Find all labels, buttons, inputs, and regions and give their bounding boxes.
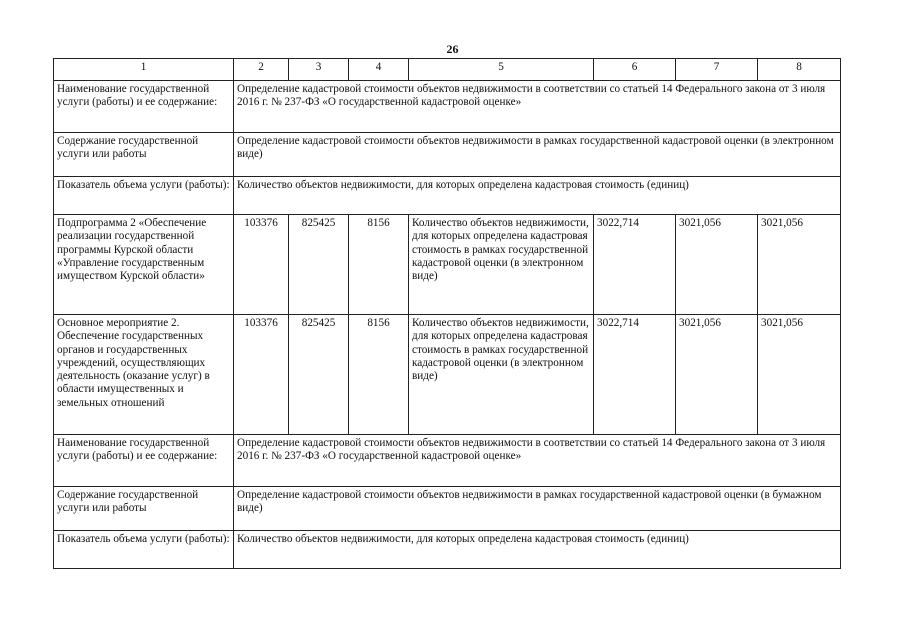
cell-col8: 3021,056	[758, 215, 841, 315]
column-header-7: 7	[676, 59, 758, 81]
table-row	[54, 315, 841, 435]
row-name: Основное мероприятие 2. Обеспечение государственных органов и государственных учреждений, осуществляющих деятельность (оказание услуг) в области имущественных и земельных отношений	[54, 315, 234, 435]
column-header-1: 1	[54, 59, 234, 81]
service-name-label: Наименование государственной услуги (работы) и ее содержание:	[54, 435, 234, 487]
cell-col4: 8156	[349, 215, 409, 315]
service-content-label: Содержание государственной услуги или работы	[54, 487, 234, 531]
service-name-label: Наименование государственной услуги (работы) и ее содержание:	[54, 81, 234, 133]
service-content-label: Содержание государственной услуги или работы	[54, 133, 234, 177]
volume-indicator-row	[54, 177, 841, 215]
cell-col4: 8156	[349, 315, 409, 435]
service-name-row	[54, 81, 841, 133]
row-name: Подпрограмма 2 «Обеспечение реализации государственной программы Курской области «Управление государственным имуществом Курской области»	[54, 215, 234, 315]
table-row	[54, 215, 841, 315]
document-table	[53, 58, 841, 569]
volume-indicator-row-2	[54, 531, 841, 569]
cell-col6: 3022,714	[594, 315, 676, 435]
service-name-value: Определение кадастровой стоимости объектов недвижимости в соответствии со статьей 14 Федерального закона от 3 июля 2016 г. № 237-ФЗ «О государственной кадастровой оценке»	[234, 435, 841, 487]
volume-indicator-value: Количество объектов недвижимости, для которых определена кадастровая стоимость (единиц)	[234, 531, 841, 569]
column-header-3: 3	[289, 59, 349, 81]
service-content-value: Определение кадастровой стоимости объектов недвижимости в рамках государственной кадастровой оценки (в бумажном виде)	[234, 487, 841, 531]
column-header-2: 2	[234, 59, 289, 81]
column-header-8: 8	[758, 59, 841, 81]
cell-col7: 3021,056	[676, 215, 758, 315]
column-header-6: 6	[594, 59, 676, 81]
volume-indicator-label: Показатель объема услуги (работы):	[54, 177, 234, 215]
service-content-row-2	[54, 487, 841, 531]
page-number: 26	[446, 42, 459, 56]
volume-indicator-label: Показатель объема услуги (работы):	[54, 531, 234, 569]
volume-indicator-value: Количество объектов недвижимости, для которых определена кадастровая стоимость (единиц)	[234, 177, 841, 215]
cell-col3: 825425	[289, 215, 349, 315]
cell-col3: 825425	[289, 315, 349, 435]
column-header-5: 5	[409, 59, 594, 81]
service-content-row	[54, 133, 841, 177]
cell-col7: 3021,056	[676, 315, 758, 435]
service-name-value: Определение кадастровой стоимости объектов недвижимости в соответствии со статьей 14 Федерального закона от 3 июля 2016 г. № 237-ФЗ «О государственной кадастровой оценке»	[234, 81, 841, 133]
cell-col2: 103376	[234, 215, 289, 315]
cell-col2: 103376	[234, 315, 289, 435]
service-content-value: Определение кадастровой стоимости объектов недвижимости в рамках государственной кадастровой оценки (в электронном виде)	[234, 133, 841, 177]
cell-col5: Количество объектов недвижимости, для которых определена кадастровая стоимость в рамках государственной кадастровой оценки (в электронном виде)	[409, 315, 594, 435]
service-name-row-2	[54, 435, 841, 487]
column-header-row	[54, 59, 841, 81]
cell-col5: Количество объектов недвижимости, для которых определена кадастровая стоимость в рамках государственной кадастровой оценки (в электронном виде)	[409, 215, 594, 315]
cell-col6: 3022,714	[594, 215, 676, 315]
column-header-4: 4	[349, 59, 409, 81]
cell-col8: 3021,056	[758, 315, 841, 435]
